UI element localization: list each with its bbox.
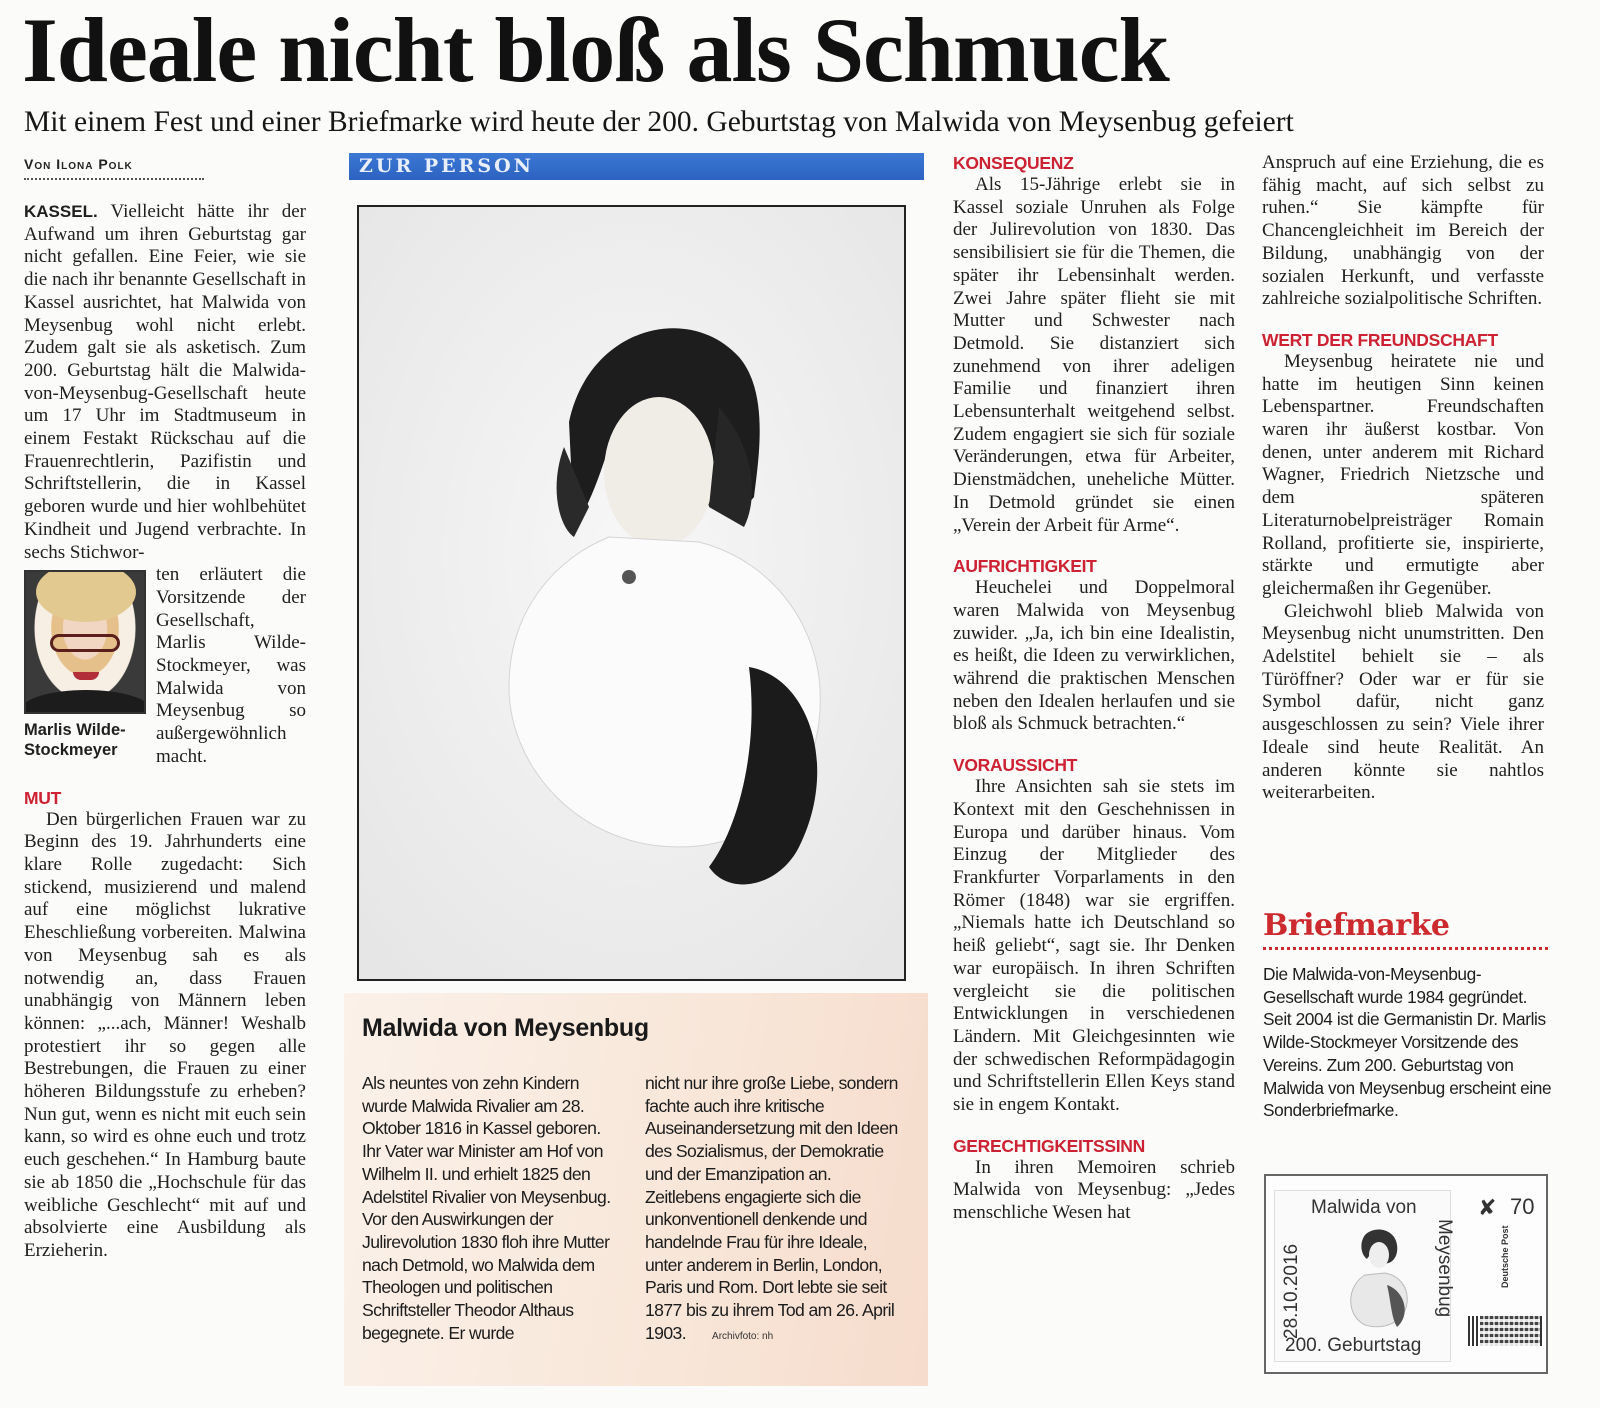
portrait-figure [24, 564, 146, 768]
stamp-date: 28.10.2016 [1281, 1243, 1302, 1339]
briefmarke-title: Briefmarke [1263, 908, 1450, 943]
portrait-photo [24, 570, 146, 714]
keyword-heading: AUFRICHTIGKEIT [953, 556, 1097, 577]
datamatrix-code-icon [1480, 1316, 1540, 1346]
section-text: In ihren Memoiren schrieb Malwida von Meysenbug: „Jedes menschliche Wesen hat [953, 1156, 1235, 1224]
keyword-heading: KONSEQUENZ [953, 153, 1074, 173]
post-horn-icon: ✘ [1478, 1196, 1497, 1221]
keyword-heading: WERT DER FREUNDSCHAFT [1262, 329, 1498, 350]
section-text: Als 15-Jährige erlebt sie in Kassel soziale Unruhen als Folge der Julirevolution von 1830. Das sensibilisiert sie für die Themen, die später ihr Lebensinhalt werden. Zwei Jahre später flieht sie mit Mutter und Schwester nach Detmold. Sie distanziert sich zunehmend von ihrer adeligen Familie und finanziert ihren Lebensunterhalt weitgehend selbst. Zudem engagiert sie sich für soziale Veränderungen, etwa für Arbeiter, Dienstmädchen, uneheliche Mütter. In Detmold gründet sie einen „Verein der Arbeit für Arme“. [953, 174, 1235, 536]
section-label-bar: ZUR PERSON [349, 153, 924, 180]
section-text: Gleichwohl blieb Malwida von Meysenbug nicht unumstritten. Den Adelstitel behielt sie – als Türöffner? Oder war er für sie Symbol dafür, nicht ganz ausgeschlossen zu sein? Viele ihrer Ideale sind heute Realität. An anderen könnte sie nahtlos weiterarbeiten. [1262, 600, 1544, 804]
photo-credit: Archivfoto: nh [712, 1330, 774, 1342]
portrait-row [24, 564, 306, 768]
intro-wrap-text: ten erläutert die Vorsitzende der Gesellschaft, Marlis Wilde-Stockmeyer, was Malwida von Meysenbug so außergewöhnlich macht. [156, 564, 306, 767]
intro-text: Vielleicht hätte ihr der Aufwand um ihren Geburtstag gar nicht gefallen. Eine Feier, wie sie die nach ihr benannte Gesellschaft in Kassel ausrichtet, hat Malwida von Meysenbug wohl nicht erlebt. Zudem galt sie als asketisch. Zum 200. Geburtstag hält die Malwida-von-Meysenbug-Gesellschaft heute um 17 Uhr im Stadtmuseum in einem Festakt Rückschau auf die Frauenrechtlerin, Pazifistin und Schriftstellerin, die in Kassel geboren wurde und hier wohlbehütet Kindheit und Jugend verbrachte. In sechs Stichwor- [24, 201, 306, 563]
bio-text: nicht nur ihre große Liebe, sondern fachte auch ihre kritische Auseinandersetzung mit den Ideen des Sozialismus, der Demokratie und der Emanzipation an. Zeitlebens engagierte sich die unkonventionell denkende und handelnde Frau für ihre Ideale, unter anderem in Berlin, London, Paris und Rom. Dort lebte sie seit 1877 bis zu ihrem Tod am 26. April 1903. [645, 1073, 898, 1343]
headline: Ideale nicht bloß als Schmuck [22, 0, 1169, 101]
stamp-name-line1: Malwida von [1311, 1197, 1417, 1218]
column-3 [953, 152, 1235, 1225]
postage-stamp [1264, 1174, 1548, 1374]
stamp-portrait [1325, 1225, 1425, 1331]
section-text: Den bürgerlichen Frauen war zu Beginn des 19. Jahrhunderts eine klare Rolle zugedacht: Sich stickend, musizierend und malend auf eine möglichst lukrative Eheschließung vorbereiten. Malwina von Meysenbug sah es als notwendig an, dass Frauen unabhängig von Männern leben können: „...ach, Männer! Weshalb protestiert ihr so gegen alle Bestrebungen, die Frauen zu einer höheren Bildungsstufe zu erheben? Nun gut, wenn es nicht mit euch sein kann, so wird es ohne euch und trotz euch geschehen.“ In Hamburg baute sie ab 1850 die „Hochschule für das weibliche Geschlecht“ mit auf und absolvierte eine Ausbildung als Erzieherin. [24, 808, 306, 1261]
intro-paragraph [24, 201, 306, 564]
keyword-heading: MUT [24, 787, 62, 808]
section-text: Ihre Ansichten sah sie stets im Kontext mit den Geschehnissen in Europa und darüber hinaus. Vom Einzug der Mitglieder des Frankfurter Vorparlaments in den Römer (1848) war sie ergriffen. „Niemals hatte ich Deutschland so heiß geliebt“, sagt sie. Ihr Denken war europäisch. In ihren Schriften vergleicht sie die politischen Entwicklungen in verschiedenen Ländern. Mit Gleichgesinnten wie der schwedischen Reformpädagogin und Schriftstellerin Ellen Keys stand sie in engem Kontakt. [953, 776, 1235, 1116]
bio-text-column-1: Als neuntes von zehn Kindern wurde Malwida Rivalier am 28. Oktober 1816 in Kassel geboren. Ihr Vater war Minister am Hof von Wilhelm II. und erhielt 1825 den Adelstitel Rivalier von Meysenbug. Vor den Auswirkungen der Julirevolution 1830 floh ihre Mutter nach Detmold, wo Malwida dem Theologen und politischen Schriftsteller Theodor Althaus begegnete. Er wurde [362, 1073, 611, 1343]
column-4 [1262, 152, 1544, 805]
stamp-brand: Deutsche Post [1500, 1225, 1510, 1288]
stamp-occasion: 200. Geburtstag [1285, 1335, 1422, 1356]
keyword-heading: GERECHTIGKEITSSINN [953, 1135, 1145, 1156]
stamp-value: 70 [1510, 1194, 1535, 1219]
stamp-name-line2: Meysenbug [1434, 1219, 1455, 1318]
section-text: Heuchelei und Doppelmoral waren Malwida von Meysenbug zuwider. „Ja, ich bin eine Idealistin, es heißt, die Ideen zu verwirklichen, während die praktischen Menschen neben den Idealen herlaufen und sie bloß als Schmuck betrachten.“ [953, 577, 1235, 735]
subheadline: Mit einem Fest und einer Briefmarke wird heute der 200. Geburtstag von Malwida von Meysenbug gefeiert [24, 106, 1294, 138]
stamp-motif [1274, 1190, 1455, 1362]
column-1 [24, 201, 306, 1263]
portrait-engraving [357, 205, 906, 981]
keyword-heading: VORAUSSICHT [953, 755, 1078, 776]
portrait-caption: Marlis Wilde-Stockmeyer [24, 721, 126, 760]
dotted-divider [1263, 947, 1548, 950]
section-text: Meysenbug heiratete nie und hatte im heutigen Sinn keinen Lebenspartner. Freundschaften waren ihr äußerst kostbar. Von denen, unter anderem mit Richard Wagner, Friedrich Nietzsche und dem späteren Literaturnobelpreisträger Romain Rolland, profitierte sie, inspirierte, stärkte und ermutigte aber gleichermaßen ihr Gegenüber. [1262, 350, 1544, 599]
continuation-text: Anspruch auf eine Erziehung, die es fähig macht, auf sich selbst zu ruhen.“ Sie kämpfte für Chancengleichheit im Bereich der Bildung, unabhängig von der sozialen Herkunft, und verfasste zahlreiche sozialpolitische Schriften. [1262, 152, 1544, 310]
bio-text-column-2 [645, 1072, 907, 1348]
bio-title: Malwida von Meysenbug [362, 1014, 649, 1042]
engraving-illustration [359, 207, 904, 979]
briefmarke-text: Die Malwida-von-Meysenbug-Gesellschaft wurde 1984 gegründet. Seit 2004 ist die Germanistin Dr. Marlis Wilde-Stockmeyer Vorsitzende des Vereins. Zum 200. Geburtstag von Malwida von Meysenbug erscheint eine Sonderbriefmarke. [1263, 964, 1552, 1121]
dateline: KASSEL. [24, 202, 98, 221]
byline: Von Ilona Polk [24, 156, 204, 180]
